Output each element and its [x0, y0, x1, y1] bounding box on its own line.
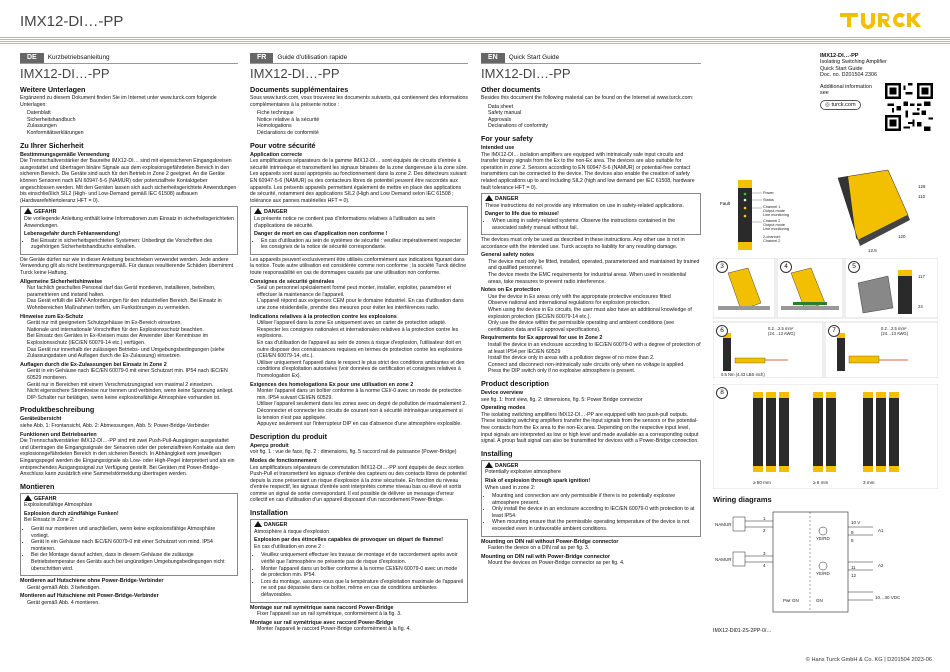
heading-safety: Pour votre sécurité: [250, 140, 316, 150]
danger-label: DANGER: [495, 462, 519, 469]
lang-badge: FR: [250, 53, 273, 63]
list-item: • Mount the devices on Power-Bridge connector as per fig. 4.: [488, 560, 701, 567]
fig1-label: Line monitoring: [763, 227, 789, 231]
list-item: • Monter l'appareil dans un boîtier conforme à la norme CEI/-0 avec un mode de protection min. IP54 suivant CEI/EN 60529.: [257, 388, 468, 401]
list-item: • Install the device only in areas with a pollution degree of no more than 2.: [488, 355, 701, 362]
heading-zone2: Requirements for Ex approval for use in Zone 2: [481, 335, 603, 342]
list-item: • Nationale und internationale Vorschriften für den Explosionsschutz beachten.: [27, 327, 238, 334]
list-item: • Homologations: [257, 123, 468, 130]
danger-sub: Risk of explosion through spark ignition!: [485, 477, 591, 484]
list-item: • Konformitätserklärungen: [27, 130, 238, 137]
pin-label: 11: [851, 565, 856, 570]
wiring-label: NAMUR: [715, 557, 732, 562]
figure-number: 4: [780, 261, 792, 273]
fig4-device: [781, 268, 839, 310]
doc-type: Kurzbetriebsanleitung: [47, 53, 110, 61]
dim-label: 120: [898, 234, 906, 239]
device-front: [738, 180, 752, 250]
danger-item: • When mounting ensure that the permissible operating temperature of the device is not exceeded even in unfavorable ambient conditions.: [492, 519, 697, 532]
heading-safety: Zu Ihrer Sicherheit: [20, 140, 84, 150]
list-item: • Declarations of conformity: [488, 123, 701, 130]
pin-label: YE/RD: [816, 571, 830, 576]
intended-text: Die Trennschaltverstärker der Baureihe IMX12-DI… sind mit eigensicheren Eingangskreisen ausgestattet und übertragen binäre Signale aus dem explosionsgefährdeten Bereich in den sicheren Bereich. Die Geräte sind auch für den Betrieb in Zone 2 geeignet. An die Geräte können Sensoren nach EN 60947-5-6 (NAMUR) oder potenzialfreie Kontaktgeber angeschlossen werden. Mit den Geräten lassen sich auch sicherheitsgerichtete Anwendungen bis einschließlich SIL2 (High- und Low-Demand gemäß IEC 61508) aufbauen (Hardwarefehlertoleranz HFT = 0).: [20, 158, 237, 204]
lang-badge: DE: [20, 53, 44, 63]
meta-subtitle: Isolating Switching Amplifier: [820, 59, 887, 66]
list-item: • When using the device in Ex circuits, the user must also have an additional knowledge of explosion protection (IEC/EN 60079-14 etc.).: [488, 307, 701, 320]
warning-icon: [254, 208, 262, 214]
heading-rail2: Mounting on DIN rail with Power-Bridge connector: [481, 553, 611, 560]
heading-ex: Notes on Ex protection: [481, 287, 541, 294]
list-item: • Gerät nur mit geeignetem Schutzgehäuse im Ex-Bereich einsetzen.: [27, 320, 238, 327]
turck-logo: [838, 4, 932, 34]
danger-text: These instructions do not provide any information on use in safety-related applications.: [485, 202, 684, 209]
list-item: • Gerät gemäß Abb. 4 montieren.: [27, 600, 238, 607]
list-item: • The device meets the EMC requirements for industrial areas. When used in residential areas, take measures to prevent radio interference.: [488, 272, 701, 285]
figure-number: 6: [716, 325, 728, 337]
pin-label: 12: [851, 573, 857, 578]
meta-product: IMX12-DI…-PP: [820, 53, 859, 59]
output-label: A2: [878, 563, 884, 568]
danger-sub: Danger de mort en cas d'application non conforme !: [254, 231, 388, 238]
column-de: [20, 53, 238, 653]
purpose-text: Die Geräte dürfen nur wie in dieser Anleitung beschrieben verwendet werden. Jede andere Verwendung gilt als nicht bestimmungsgemäß. Für daraus resultierende Schäden übernimmt Turck keine Haftung.: [20, 256, 234, 277]
list-item: • Connect and disconnect non-intrinsically safe circuits only when no voltage is applied.: [488, 362, 701, 369]
heading-intended: Bestimmungsgemäße Verwendung: [20, 151, 110, 158]
model-name: IMX12-DI…-PP: [250, 66, 340, 81]
fig1-label: Channel 2: [763, 239, 781, 243]
fig1-label: Channel 2: [763, 219, 781, 223]
wiring-label: NAMUR: [715, 522, 732, 527]
fig1-label: Power: [763, 191, 774, 195]
qr-code-icon[interactable]: [885, 83, 933, 131]
list-item: • Déconnecter et connecter les circuits de courant non à sécurité intrinsèque uniquement si la tension n'est pas appliquée.: [257, 408, 468, 421]
list-item: • Nicht eigensichere Stromkreise nur trennen und verbinden, wenn keine Spannung anliegt.: [27, 388, 238, 395]
list-item: • Das Gerät nur innerhalb der zulässigen Betriebs- und Umgebungsbedingungen (siehe Zulassungsdaten und Auflagen durch die Ex-Zulassung) einsetzen.: [27, 347, 238, 360]
wire-label: (24…13 AWG): [881, 331, 909, 336]
pin-label: YE/RD: [816, 536, 830, 541]
list-item: • Fiche technique: [257, 110, 468, 117]
list-item: • Use the device in Ex areas only with the appropriate protective enclosures fitted: [488, 294, 701, 301]
fig1-fault-label: Fault: [720, 201, 731, 206]
danger-title: [24, 208, 234, 216]
danger-label: DANGER: [264, 522, 288, 529]
list-item: • Gerät in ein Gehäuse nach IEC/EN 60079-0 mit einer Schutzart min. IP54 nach IEC/EN 60529 montieren.: [27, 368, 238, 381]
danger-when: When used in zone 2:: [485, 484, 536, 491]
pin-label: 1: [763, 516, 766, 521]
list-item: • Datenblatt: [27, 110, 238, 117]
heading-rail2: Montage sur rail symétrique avec raccord Power-Bridge: [250, 619, 394, 626]
danger-box: [481, 193, 701, 235]
heading-intended: Application correcte: [250, 151, 303, 158]
column-en: [481, 53, 701, 653]
wiring-label: Pwr GN: [783, 598, 799, 603]
figure-1-2: [718, 160, 938, 260]
list-item: • The device must only be fitted, installed, operated, parameterized and maintained by trained and qualified personnel.: [488, 259, 701, 272]
meta-more-info: Additional information see: [820, 83, 872, 97]
danger-item: • Veuillez uniquement effectuer les travaux de montage et de raccordement après avoir vérifié que l'atmosphère ne présente pas de risque d'explosion.: [261, 552, 464, 565]
list-item: • Monter l'appareil le raccord Power-Bridge conformément à la fig. 4.: [257, 626, 468, 633]
part-number: IMX12-DI01-2S-2PP-0/…: [713, 628, 772, 634]
heading-mount: Installation: [250, 508, 288, 518]
heading-docs: Other documents: [481, 85, 541, 94]
dim-label: 117: [918, 274, 925, 279]
list-item: • Safety manual: [488, 110, 701, 117]
list-item: • Only use the device within the permissible operating and ambient conditions (see certification data and Ex approval specifications).: [488, 320, 701, 333]
danger-item: • Lors du montage, assurez-vous que la température d'exploitation maximale de l'appareil ne soit pas dépassée dans ce boîtier, même en cas de conditions ambiantes défavorables.: [261, 579, 464, 599]
warning-icon: [485, 195, 493, 201]
list-item: • En cas d'utilisation de l'appareil au sein de zones à risque d'explosion, l'utilisateur doit en outre disposer des connaissances requises en termes de protection contre les explosions (CEI/EN 60079-14, etc.).: [257, 340, 468, 360]
lang-bar: [481, 53, 701, 64]
lang-badge: EN: [481, 53, 505, 63]
list-item: • Respecter les consignes nationales et internationales relatives à la protection contre les explosions.: [257, 327, 468, 340]
heading-docs: Weitere Unterlagen: [20, 85, 86, 94]
wiring-diagram: [713, 507, 938, 622]
meta-doc-type: Quick Start Guide: [820, 65, 863, 72]
danger-sub: Explosion par des étincelles capables de provoquer un départ de flamme!: [254, 537, 444, 544]
heading-safety: For your safety: [481, 133, 533, 143]
functions-text: The isolating switching amplifiers IMX12-DI…-PP are equipped with two push-pull outputs. These isolating switching amplifiers transfer the input signals from the sensors or the potential-free contacts from the Ex area to the non-Ex area. Depending on the respective input level, input signals are interpreted as low or high level and made available as a corresponding output signal. A group fault signal can also be transmitted for devices with a Power-Bridge connection.: [481, 411, 699, 445]
list-item: • Déclarations de conformité: [257, 130, 468, 137]
docs-list: [20, 110, 238, 136]
danger-label: GEFAHR: [34, 209, 57, 216]
pin-label: 9: [851, 530, 854, 535]
output-label: 10…30 VDC: [875, 595, 901, 600]
danger-text: Potentially explosive atmosphere: [485, 469, 561, 476]
danger-text: La présente notice ne contient pas d'informations relatives à l'utilisation au sein d'applications de sécurité.: [254, 215, 436, 229]
danger-item: • Bei der Montage darauf achten, dass in diesem Gehäuse die zulässige Betriebstemperatur des Geräts auch bei ungünstigen Umgebungsbedingungen nicht überschritten wird.: [31, 552, 234, 572]
heading-product: Description du produit: [250, 431, 328, 441]
heading-general: Allgemeine Sicherheitshinweise: [20, 278, 103, 285]
danger-item: • Mounting and connection are only permissible if there is no potentially explosive atmosphere present.: [492, 493, 697, 506]
weblink-label: turck.com: [831, 102, 856, 108]
danger-text: Die vorliegende Anleitung enthält keine Informationen zum Einsatz in sicherheitsgerichteten Anwendungen.: [24, 215, 234, 229]
heading-overview: Aperçu produit: [250, 442, 289, 449]
device-row: [753, 392, 899, 472]
heading-functions: Operating modes: [481, 405, 526, 412]
list-item: • Utiliser l'appareil seulement dans les zones avec un degré de pollution de maximalement 2.: [257, 401, 468, 408]
danger-item: • En cas d'utilisation au sein de systèmes de sécurité : veuillez impérativement respecter les consignes de la notice de sécurité correspondante.: [261, 238, 464, 251]
pin-label: 4: [763, 563, 766, 568]
heading-zone2: Auflagen durch die Ex-Zulassungen bei Einsatz in Zone 2: [20, 361, 167, 368]
heading-ex: Indications relatives à la protection contre les explosions: [250, 313, 397, 320]
fig6-device: [723, 333, 788, 371]
meta-doc-no: Doc. no. D201504 2306: [820, 72, 877, 79]
pin-label: 2: [763, 528, 766, 533]
heading-rail1: Mounting on DIN rail without Power-Bridge connector: [481, 538, 619, 545]
wiring-label: GN: [816, 598, 823, 603]
overview-text: see fig. 1: front view, fig. 2: dimensions, fig. 5: Power Bridge connector: [481, 396, 643, 403]
figure-3-4-5: [713, 258, 938, 378]
docs-intro: Besides this document the following material can be found on the Internet at www.turck.com:: [481, 95, 694, 101]
fig1-label: Output mode: [763, 209, 785, 213]
fig1-label: Line monitoring: [763, 213, 789, 217]
mount-danger-box: [250, 519, 468, 603]
spacing-label: 3 mm: [863, 480, 875, 485]
warning-icon: [254, 521, 262, 527]
list-item: • Data sheet: [488, 104, 701, 111]
list-item: • Utiliser l'appareil dans la zone Ex uniquement avec un carter de protection adapté.: [257, 320, 468, 327]
copyright: © Hans Turck GmbH & Co. KG | D201504 2023-06: [805, 657, 932, 663]
list-item: • DIP-Schalter nur betätigen, wenn keine explosionsfähige Atmosphäre vorhanden ist.: [27, 395, 238, 402]
danger-item: • Gerät in ein Gehäuse nach IEC/EN 60079-0 mit einer Schutzart von mind. IP54 montieren.: [31, 539, 234, 552]
danger-label: GEFAHR: [34, 495, 57, 502]
heading-general: Consignes de sécurité générales: [250, 278, 335, 285]
fig5-device: [858, 270, 912, 314]
list-item: • Seul un personnel spécialement formé peut monter, installer, exploiter, paramétrer et effectuer la maintenance de l'appareil.: [257, 285, 468, 298]
header-title: IMX12-DI…-PP: [20, 13, 124, 30]
spacing-label: ≥ 50 mm: [753, 480, 771, 485]
list-item: • Bei Einsatz des Gerätes in Ex-Kreisen muss der Anwender über Kenntnisse im Explosionsschutz (IEC/EN 60079-14 etc.) verfügen.: [27, 333, 238, 346]
warning-icon: [24, 495, 32, 501]
fig1-label: 2-channel:: [763, 235, 781, 239]
list-item: • Appuyez seulement sur l'interrupteur DIP en cas d'absence d'une atmosphère explosible.: [257, 421, 468, 428]
doc-type: Guide d'utilisation rapide: [277, 53, 348, 61]
lang-bar: [20, 53, 238, 64]
list-item: • Das Gerät erfüllt die EMV-Anforderungen für den industriellen Bereich. Bei Einsatz in Wohnbereichen Maßnahmen treffen, um Funkstörungen zu vermeiden.: [27, 298, 238, 311]
list-item: • Fasten the device on a DIN rail as per fig. 3.: [488, 545, 701, 552]
header-stripes: [0, 37, 950, 44]
heading-docs: Documents supplémentaires: [250, 85, 349, 94]
warning-icon: [485, 462, 493, 468]
warning-icon: [24, 208, 32, 214]
dim-label: 128: [918, 184, 926, 189]
list-item: • Press the DIP switch only if no explosive atmosphere is present.: [488, 368, 701, 375]
list-item: • Notice relative à la sécurité: [257, 117, 468, 124]
wire-label: (24…13 AWG): [768, 331, 796, 336]
list-item: • Fixer l'appareil sur un rail symétrique, conformément à la fig. 3.: [257, 611, 468, 618]
heading-functions: Funktionen und Betriebsarten: [20, 431, 97, 438]
purpose-text: The devices must only be used as described in these instructions. Any other use is not in accordance with the intended use. Turck accepts no liability for any resulting damage.: [481, 237, 685, 250]
docs-intro: Sous www.turck.com, vous trouverez les documents suivants, qui contiennent des informations complémentaires à la présente notice :: [250, 95, 468, 108]
heading-general: General safety notes: [481, 252, 535, 259]
figure-number: 3: [716, 261, 728, 273]
figure-8: [713, 384, 938, 489]
heading-product: Produktbeschreibung: [20, 405, 95, 415]
model-name: IMX12-DI…-PP: [481, 66, 571, 81]
list-item: • Nur fachlich geschultes Personal darf das Gerät montieren, installieren, betreiben, parametrieren und instand halten.: [27, 285, 238, 298]
list-item: • Zulassungen: [27, 123, 238, 130]
heading-rail1: Montieren auf Hutschiene ohne Power-Bridge-Verbinder: [20, 578, 164, 585]
danger-sub: Lebensgefahr durch Fehlanwendung!: [24, 231, 121, 238]
figure-number: 5: [848, 261, 860, 273]
pin-label: 8: [851, 538, 854, 543]
output-label: A1: [878, 528, 884, 533]
overview-text: siehe Abb. 1: Frontansicht, Abb. 2: Abmessungen, Abb. 5: Power-Bridge-Verbinder: [20, 422, 210, 429]
list-item: • Install the device in an enclosure according to IEC/EN 60079-0 with a degree of protection of at least IP54 per IEC/EN 60529: [488, 342, 701, 355]
list-item: • Observe national and international regulations for explosion protection.: [488, 300, 701, 307]
wire-label: 0.2…2.5 mm²: [768, 326, 794, 331]
danger-when: Bei Einsatz in Zone 2:: [24, 517, 75, 524]
list-item: • Gerät nur in Bereichen mit einem Verschmutzungsgrad von maximal 2 einsetzen.: [27, 382, 238, 389]
fig1-label: Channel 1: [763, 205, 781, 209]
fig3-device: [718, 268, 770, 310]
fig1-label: Status: [763, 198, 774, 202]
figure-number: 8: [716, 387, 728, 399]
heading-zone2: Exigences des homologations Ex pour une utilisation en zone 2: [250, 381, 414, 388]
functions-text: Les amplificateurs séparateurs de commutation IMX12-DI…-PP sont équipés de deux sorties Push-Pull et transmettent les signaux d'entrée des capteurs ou des contacts libres de potentiel depuis la zone présentant un risque d'explosion à la zone sécurisée. En fonction du niveau d'entrée respectif, les signaux d'entrée sont interprétés comme niveau bas ou élevé et sortis comme un signal de sortie correspondant. Il est possible de délivrer un message d'erreur collectif en cas d'utilisation d'un appareil disposant d'un raccordement Power-Bridge.: [250, 464, 467, 504]
danger-sub: Danger to life due to misuse!: [485, 211, 559, 218]
pin-label: 3: [763, 551, 766, 556]
intended-text: Les amplificateurs séparateurs de la gamme IMX12-DI… sont équipés de circuits d'entrée à sécurité intrinsèque et transmettent les signaux binaires de la zone dangereuse à la zone sûre. Les appareils sont aussi appropriés au fonctionnement dans la zone 2. Des détecteurs suivant EN 60947-5-6 (NAMUR) ou des contacteurs libres de potentiel peuvent être raccordés aux appareils. Les présents appareils permettent également de mettre en place des applications de sécurité, notamment des applications SIL2 (High and Low Demand selon IEC 61508 ; tolérance aux pannes matérielles HFT = 0).: [250, 158, 468, 204]
mount-danger-box: [481, 460, 701, 537]
danger-label: DANGER: [495, 196, 519, 203]
fig7-device: [837, 333, 908, 371]
mount-danger-box: [20, 493, 238, 577]
column-fr: [250, 53, 468, 653]
torque-label: 0.5 Nm (4.43 LBS·inch): [721, 372, 765, 377]
purpose-text: Les appareils peuvent exclusivement être utilisés conformément aux indications figurant dans la notice. Toute autre utilisation est considérée comme non conforme ; la société Turck décline toute responsabilité en cas de dommages causés par une utilisation non conforme.: [250, 256, 467, 277]
spacing-label: ≥ 6 mm: [813, 480, 829, 485]
docs-intro: Ergänzend zu diesem Dokument finden Sie im Internet unter www.turck.com folgende Unterlagen:: [20, 95, 217, 108]
danger-item: • Only install the device in an enclosure according to IEC/EN 60079-0 with protection to at least IP54.: [492, 506, 697, 519]
overview-text: voir fig. 1 : vue de face, fig. 2 : dimensions, fig. 5 raccord rail de puissance (Power-Bridge): [250, 449, 457, 456]
heading-rail1: Montage sur rail symétrique sans raccord Power-Bridge: [250, 604, 394, 611]
danger-when: En cas d'utilisation en zone 2 :: [254, 543, 324, 550]
list-item: • Approvals: [488, 117, 701, 124]
list-item: • Sicherheitshandbuch: [27, 117, 238, 124]
heading-overview: Geräteübersicht: [20, 416, 62, 423]
danger-text: Explosionsfähige Atmosphäre: [24, 502, 93, 509]
weblink[interactable]: [820, 100, 861, 110]
list-item: • Gerät gemäß Abb. 3 befestigen.: [27, 585, 238, 592]
dim-label: 110: [918, 194, 926, 199]
heading-overview: Device overview: [481, 389, 523, 396]
figure-number: 7: [828, 325, 840, 337]
danger-item: • Monter l'appareil dans un boîtier conforme à la norme CEI/EN 60079-0 avec un mode de protection min. IP54.: [261, 566, 464, 579]
danger-item: • When using in safety-related systems: Observe the instructions contained in the associated safety manual without fail.: [492, 218, 697, 231]
model-name: IMX12-DI…-PP: [20, 66, 110, 81]
heading-mount: Installing: [481, 448, 513, 458]
list-item: • L'appareil répond aux exigences CEM pour le domaine industriel. En cas d'utilisation dans une zone résidentielle, prendre des mesures pour éviter les interférences radio.: [257, 298, 468, 311]
danger-box: [250, 206, 468, 255]
functions-text: Die Trennschaltverstärker IMX12-DI…-PP sind mit zwei Push-Pull-Ausgängen ausgestattet und übertragen die Eingangssignale der Sensoren oder der potenzialfreien Kontakte aus dem explosionsgefährdeten Bereich in den sicheren Bereich. In Abhängigkeit vom jeweiligen Eingangspegel werden die Eingangssignale als Low- oder High-Pegel interpretiert und als ein entsprechendes Ausgangssignal zur Verfügung gestellt. Bei Geräten mit Power-Bridge-Anschluss kann zusätzlich eine Sammelstörmeldung übertragen werden.: [20, 438, 235, 478]
danger-label: DANGER: [264, 209, 288, 216]
lang-bar: [250, 53, 468, 64]
heading-mount: Montieren: [20, 481, 55, 491]
heading-intended: Intended use: [481, 144, 515, 151]
danger-box: [20, 206, 238, 255]
dim-label: 12.5: [868, 248, 877, 253]
wire-label: 0.2…2.5 mm²: [881, 326, 907, 331]
wiring-title: Wiring diagrams: [713, 495, 772, 504]
danger-text: Atmosphère à risque d'explosion: [254, 528, 330, 535]
heading-product: Product description: [481, 378, 549, 388]
danger-sub: Explosion durch zündfähige Funken!: [24, 510, 119, 517]
heading-functions: Modes de fonctionnement: [250, 457, 317, 464]
dim-label: 24: [918, 304, 923, 309]
list-item: • Utiliser uniquement l'appareil dans le respect le plus strict des conditions ambiantes et des conditions d'exploitation autorisées (voir données de certification et consignes relatives à l'homologation Ex).: [257, 360, 468, 380]
heading-rail2: Montieren auf Hutschiene mit Power-Bridge-Verbinder: [20, 593, 159, 600]
fig1-label: Output mode: [763, 223, 785, 227]
globe-icon: ◎: [825, 102, 830, 108]
intended-text: The IMX12-DI… isolation amplifiers are equipped with intrinsically safe input circuits and transfer binary signals from the Ex to the non-Ex area. The devices are also suitable for operation in zone 2. Sensors according to EN 60947-5-6 (NAMUR) or potential-free contact transmitters can be connected to the device. The devices also enable the creation of safety related applications up to and including SIL2 (high and low demand per IEC 61508, hardware fault tolerance HFT = 0).: [481, 151, 695, 191]
heading-ex: Hinweise zum Ex-Schutz: [20, 313, 84, 320]
danger-item: • Gerät nur montieren und anschließen, wenn keine explosionsfähige Atmosphäre vorliegt.: [31, 526, 234, 539]
doc-type: Quick Start Guide: [508, 53, 560, 61]
danger-item: • Bei Einsatz in sicherheitsgerichteten Systemen: Unbedingt die Vorschriften des zugehörigen Sicherheitshandbuchs einhalten.: [31, 238, 234, 251]
pin-label: 10 V: [851, 520, 861, 525]
